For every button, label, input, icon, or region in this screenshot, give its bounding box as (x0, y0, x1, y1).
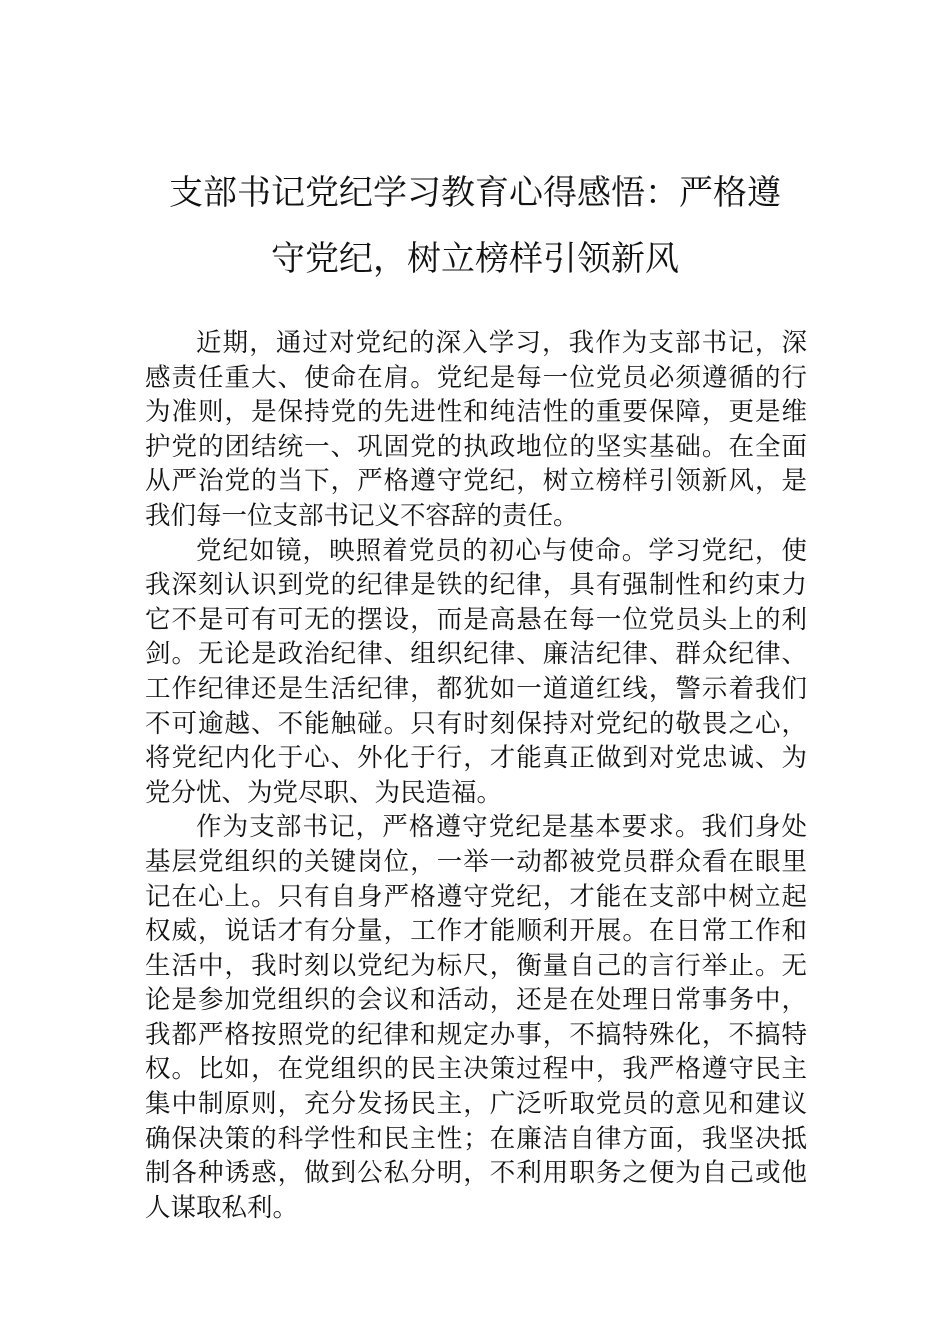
paragraph-2: 党纪如镜，映照着党员的初心与使命。学习党纪，使我深刻认识到党的纪律是铁的纪律，具有强制性和约束力它不是可有可无的摆设，而是高悬在每一位党员头上的利剑。无论是政治纪律、组织纪律、廉洁纪律、群众纪律、工作纪律还是生活纪律，都犹如一道道红线，警示着我们不可逾越、不能触碰。只有时刻保持对党纪的敬畏之心，将党纪内化于心、外化于行，才能真正做到对党忠诚、为党分忧、为党尽职、为民造福。 (145, 535, 807, 808)
title-line-2: 守党纪，树立榜样引领新风 (271, 239, 679, 279)
title-line-1: 支部书记党纪学习教育心得感悟：严格遵 (169, 173, 781, 213)
paragraph-3: 作为支部书记，严格遵守党纪是基本要求。我们身处基层党组织的关键岗位，一举一动都被党员群众看在眼里记在心上。只有自身严格遵守党纪，才能在支部中树立起权威，说话才有分量，工作才能顺利开展。在日常工作和生活中，我时刻以党纪为标尺，衡量自己的言行举止。无论是参加党组织的会议和活动，还是在处理日常事务中，我都严格按照党的纪律和规定办事，不搞特殊化，不搞特权。比如，在党组织的民主决策过程中，我严格遵守民主集中制原则，充分发扬民主，广泛听取党员的意见和建议确保决策的科学性和民主性；在廉洁自律方面，我坚决抵制各种诱惑，做到公私分明，不利用职务之便为自己或他人谋取私利。 (145, 812, 807, 1223)
document-title (145, 160, 805, 292)
paragraph-1: 近期，通过对党纪的深入学习，我作为支部书记，深感责任重大、使命在肩。党纪是每一位党员必须遵循的行为准则，是保持党的先进性和纯洁性的重要保障，更是维护党的团结统一、巩固党的执政地位的坚实基础。在全面从严治党的当下，严格遵守党纪，树立榜样引领新风，是我们每一位支部书记义不容辞的责任。 (145, 328, 807, 531)
document-body (145, 326, 807, 1225)
